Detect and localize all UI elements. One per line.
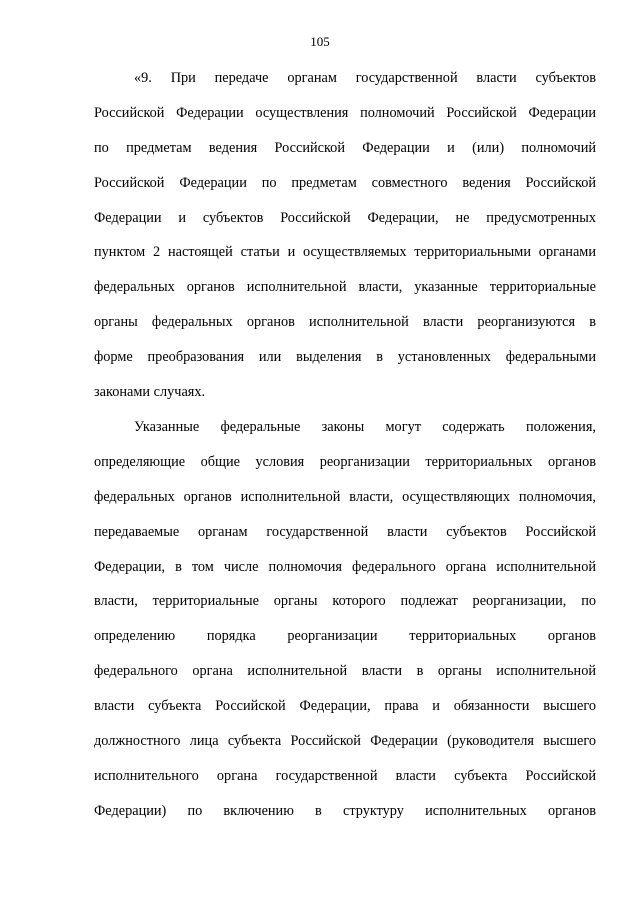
text-line: Федерации) по включению в структуру исполнительных органов: [94, 802, 596, 819]
text-line: Федерации и субъектов Российской Федерации, не предусмотренных: [94, 209, 596, 226]
text-line: Российской Федерации осуществления полномочий Российской Федерации: [94, 104, 596, 121]
page-number: 105: [310, 34, 330, 49]
text-line: органы федеральных органов исполнительной власти реорганизуются в: [94, 314, 596, 331]
text-line: «9. При передаче органам государственной власти субъектов: [134, 70, 596, 86]
text-line: Указанные федеральные законы могут содержать положения,: [134, 419, 596, 435]
text-line: федерального органа исполнительной власти в органы исполнительной: [94, 663, 596, 680]
text-line: исполнительного органа государственной власти субъекта Российской: [94, 767, 596, 784]
text-line: Российской Федерации по предметам совместного ведения Российской: [94, 174, 596, 191]
text-line: по предметам ведения Российской Федерации и (или) полномочий: [94, 139, 596, 156]
text-line: должностного лица субъекта Российской Федерации (руководителя высшего: [94, 733, 596, 750]
text-line: власти, территориальные органы которого подлежат реорганизации, по: [94, 593, 596, 610]
text-line: федеральных органов исполнительной власти, осуществляющих полномочия,: [94, 488, 596, 505]
text-line: власти субъекта Российской Федерации, права и обязанности высшего: [94, 698, 596, 715]
text-line: определению порядка реорганизации территориальных органов: [94, 628, 596, 645]
paragraph-federal-laws: [94, 417, 596, 836]
text-line: определяющие общие условия реорганизации территориальных органов: [94, 453, 596, 470]
text-line: форме преобразования или выделения в установленных федеральными: [94, 349, 596, 366]
text-line: Федерации, в том числе полномочия федерального органа исполнительной: [94, 558, 596, 575]
paragraph-article-9: [94, 68, 596, 417]
text-line: передаваемые органам государственной власти субъектов Российской: [94, 523, 596, 540]
text-line: законами случаях.: [94, 384, 206, 401]
text-line: федеральных органов исполнительной власти, указанные территориальные: [94, 279, 596, 296]
text-line: пунктом 2 настоящей статьи и осуществляемых территориальными органами: [94, 244, 596, 261]
